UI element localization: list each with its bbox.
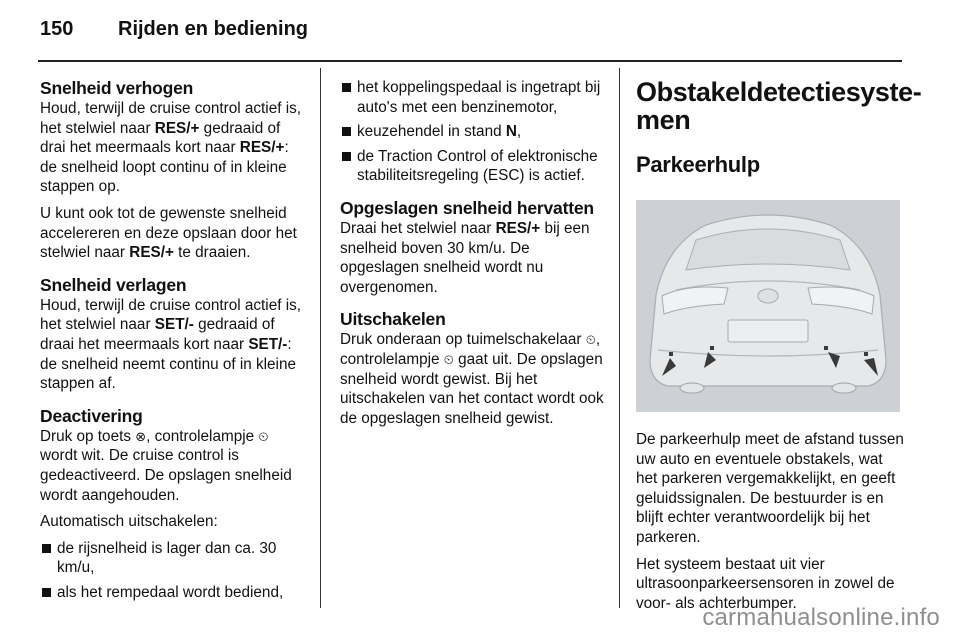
- paragraph: De parkeerhulp meet de afstand tussen uw auto en eventuele obstakels, wat het parkeren vergemakkelijkt, en geeft geluidssignalen. De bestuurder is en blijft echter verantwoordelijk bij het parkeren.: [636, 431, 904, 546]
- bullet-list: [340, 78, 606, 186]
- header-rule: [38, 60, 902, 62]
- text: Houd, terwijl de cruise control actief is, het stelwiel naar: [40, 296, 302, 334]
- text: U kunt ook tot de gewenste snelheid accelereren en deze opslaan door het stelwiel naar: [40, 204, 297, 262]
- paragraph: [340, 219, 606, 297]
- control-label: SET/-: [248, 335, 288, 353]
- section-heading-parkeerhulp: Parkeerhulp: [636, 152, 760, 177]
- watermark: carmanualsonline.info: [702, 604, 940, 631]
- car-rear-parking-sensors-illustration: [636, 200, 900, 412]
- gear-position-label: N: [505, 123, 517, 141]
- section-heading: Uitschakelen: [340, 309, 446, 330]
- section-heading: Snelheid verhogen: [40, 78, 194, 98]
- text: : de snelheid loopt continu of in kleine stappen op.: [40, 139, 289, 196]
- list-item: [340, 147, 606, 186]
- paragraph: Automatisch uitschakelen:: [40, 513, 218, 531]
- section-uitschakelen: [340, 309, 606, 428]
- paragraph: [40, 427, 306, 505]
- bullet-icon: [342, 127, 351, 136]
- list-item-text: ,: [516, 123, 522, 141]
- text: wordt wit. De cruise control is gedeactiveerd. De opslagen snelheid wordt aangehouden.: [40, 447, 292, 504]
- text: gedraaid of draai het meermaals kort naar: [40, 316, 275, 353]
- list-item: [40, 583, 306, 603]
- control-label: RES/+: [154, 119, 200, 137]
- section-heading: Opgeslagen snelheid hervatten: [340, 197, 594, 218]
- car-rear-illustration-svg: [636, 200, 900, 412]
- list-item: [340, 78, 606, 117]
- page-header-title: Rijden en bediening: [118, 18, 309, 40]
- text: Druk onderaan op tuimelschakelaar: [340, 331, 586, 349]
- section-opgeslagen-snelheid-hervatten: [340, 198, 606, 297]
- list-item-text: de rijsnelheid is lager dan ca. 30 km/u,: [57, 539, 277, 577]
- control-label: RES/+: [495, 219, 541, 237]
- column-divider-1: [320, 68, 321, 608]
- paragraph: [40, 296, 306, 394]
- text: Draai het stelwiel naar: [340, 219, 496, 237]
- column-2: [340, 78, 606, 440]
- section-heading: Snelheid verlagen: [40, 274, 187, 295]
- list-item-text: het koppelingspedaal is ingetrapt bij auto's met een benzinemotor,: [357, 79, 601, 116]
- paragraph: Het systeem bestaat uit vier ultrasoonparkeersensoren in zowel de voor- als achterbumper.: [636, 555, 895, 612]
- bullet-icon: [42, 544, 51, 553]
- cruise-control-lamp-icon: ⏲: [258, 428, 269, 444]
- text: te draaien.: [173, 244, 251, 262]
- bullet-icon: [42, 588, 51, 597]
- text: Druk op toets: [40, 427, 136, 445]
- section-snelheid-verhogen: [40, 78, 306, 263]
- section-heading: Deactivering: [40, 405, 143, 426]
- list-item-text: als het rempedaal wordt bediend,: [57, 583, 284, 601]
- paragraph: [40, 204, 306, 263]
- cruise-cancel-icon: ⊗: [135, 428, 147, 444]
- paragraph: [40, 99, 306, 197]
- text: bij een snelheid boven 30 km/u. De opgeslagen snelheid wordt nu overgenomen.: [340, 219, 590, 296]
- bullet-list: [40, 539, 306, 603]
- text: Houd, terwijl de cruise control actief is, het stelwiel naar: [40, 100, 302, 137]
- chapter-heading: Obstakeldetectiesyste-men: [636, 77, 922, 135]
- list-item-text: keuzehendel in stand: [357, 123, 506, 141]
- section-deactivering: [40, 406, 306, 603]
- cruise-control-lamp-icon: ⏲: [443, 351, 454, 367]
- column-1: [40, 78, 306, 614]
- list-item: [40, 539, 306, 578]
- paragraph: [340, 330, 606, 428]
- control-label: RES/+: [129, 244, 174, 262]
- column-3: [636, 77, 922, 620]
- section-snelheid-verlagen: [40, 275, 306, 394]
- list-item-text: de Traction Control of elektronische stabiliteitsregeling (ESC) is actief.: [357, 147, 598, 185]
- text: , controlelampje: [146, 427, 259, 445]
- bullet-icon: [342, 152, 351, 161]
- control-label: RES/+: [239, 139, 285, 157]
- cruise-switch-icon: ⏲: [585, 332, 596, 348]
- text: gaat uit. De opslagen snelheid wordt gewist. Bij het uitschakelen van het contact wordt ook de opgeslagen snelheid gewist.: [340, 350, 604, 427]
- control-label: SET/-: [154, 316, 194, 334]
- bullet-icon: [342, 83, 351, 92]
- text: , controlelampje: [340, 331, 601, 368]
- text: : de snelheid neemt continu of in kleine stappen af.: [40, 335, 296, 393]
- text: gedraaid of drai het meermaals kort naar: [40, 119, 281, 157]
- column-divider-2: [619, 68, 620, 608]
- list-item: [340, 122, 606, 142]
- page-number: 150: [40, 18, 74, 40]
